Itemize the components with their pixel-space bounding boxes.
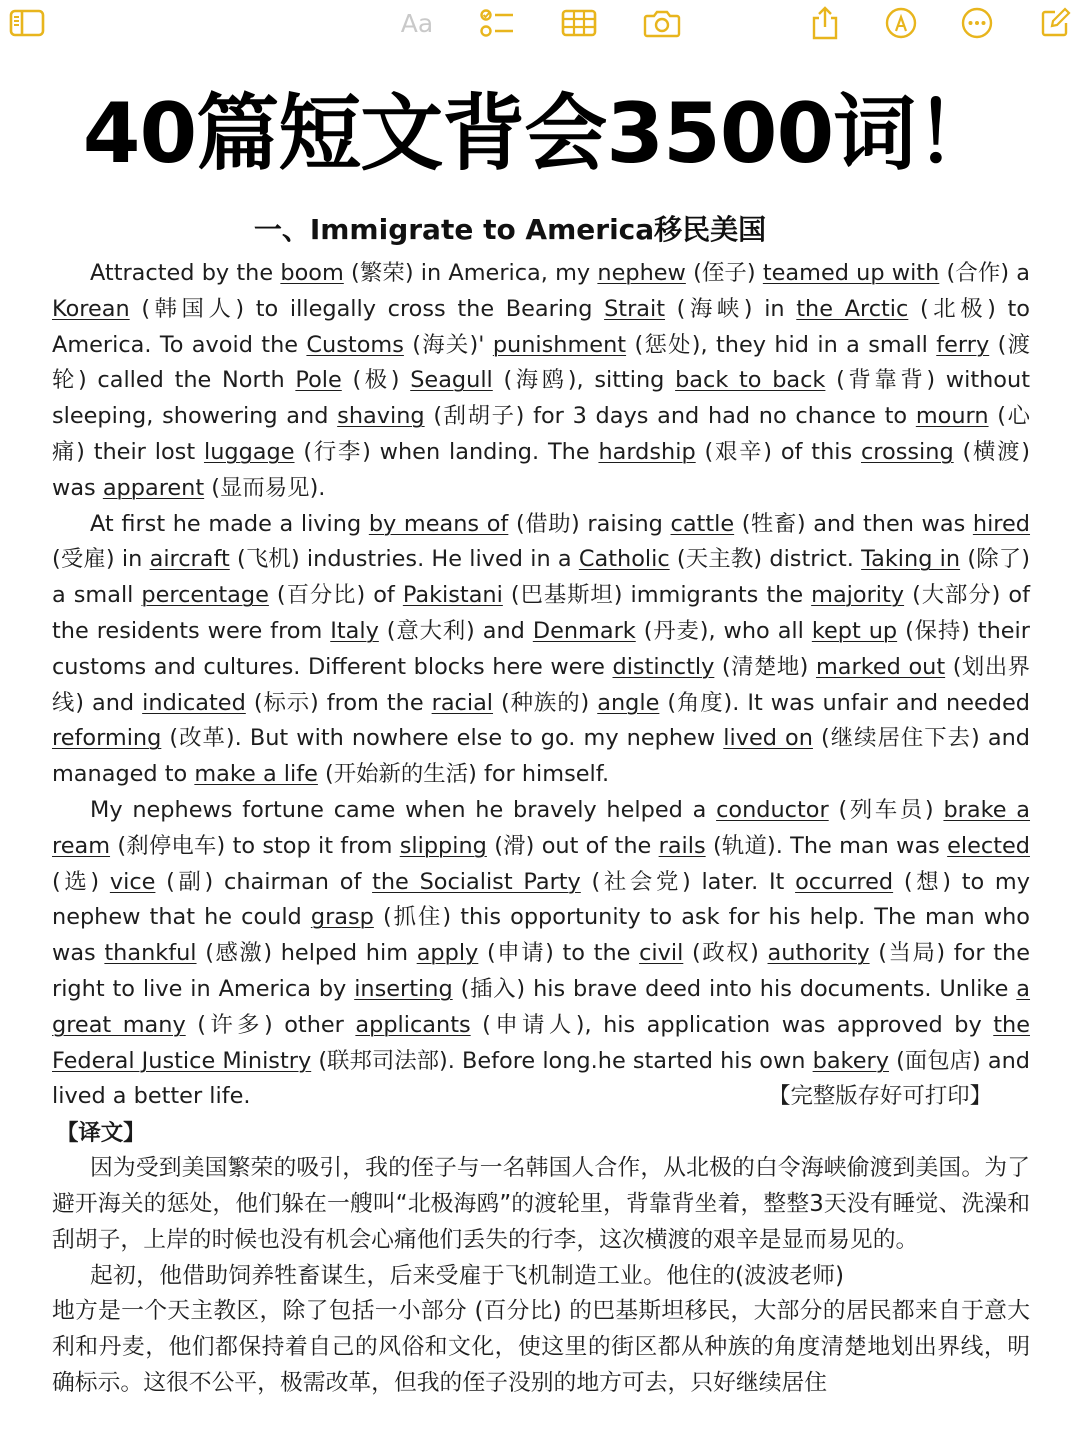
vocab-term: conductor (716, 796, 829, 823)
paragraph-text: (海关)' (403, 331, 493, 358)
notes-toolbar (0, 0, 1080, 48)
markup-button[interactable] (884, 6, 918, 40)
paragraph-text: (艰辛) of this (695, 438, 861, 465)
vocab-term: rails (658, 832, 706, 859)
paragraph-text: (申请) to the (478, 940, 640, 967)
english-paragraph-3 (52, 793, 1030, 1115)
vocab-term: authority (767, 940, 870, 967)
vocab-term: a great many (52, 975, 1031, 1038)
paragraph-text: (牲畜) and then was (734, 510, 973, 537)
teacher-credit: (波波老师) (735, 1262, 844, 1289)
paragraph-text: (丹麦), who all (635, 617, 812, 644)
paragraph-text: (感激) helped him (196, 940, 417, 967)
chinese-paragraph-2: 起初，他借助饲养牲畜谋生，后来受雇于飞机制造工业。他住的地方是一个天主教区，除了包括一小部分 (百分比) 的巴基斯坦移民，大部分的居民都来自于意大利和丹麦，他们都保持着自己的风俗和文化，使这里的街区都从种族的角度清楚地划出界线，明确标示。这很不公平，极需改革，但我的侄子没别的地方可去，只好继续居住 (52, 1262, 1030, 1396)
paragraph-text: (列车员) (828, 796, 944, 823)
paragraph-text: (除了) a small (52, 546, 1030, 609)
vocab-term: thankful (104, 940, 197, 967)
paragraph-text: (联邦司法部). Before long.he started his own (311, 1047, 813, 1074)
vocab-term: majority (811, 582, 905, 609)
vocab-term: hardship (598, 438, 696, 465)
vocab-term: luggage (203, 438, 295, 465)
paragraph-text: At first he made a living (90, 510, 369, 537)
vocab-term: angle (597, 689, 660, 716)
table-button[interactable] (560, 6, 598, 40)
paragraph-text: (行李) when landing. The (294, 438, 599, 465)
vocab-term: nephew (597, 260, 686, 286)
vocab-term: make a life (194, 761, 318, 788)
paragraph-text: Attracted by the (90, 260, 281, 286)
paragraph-text: (面包店) and lived a better life. (52, 1047, 1030, 1110)
compose-icon (1039, 7, 1071, 39)
english-paragraph-1 (52, 256, 1030, 507)
vocab-term: by means of (368, 510, 509, 537)
vocab-term: Seagull (410, 367, 493, 394)
vocab-term: ferry (936, 331, 990, 358)
paragraph-text: (侄子) (685, 260, 763, 286)
vocab-term: aircraft (149, 546, 230, 573)
share-button[interactable] (808, 6, 842, 40)
vocab-term: mourn (915, 403, 989, 430)
vocab-term: Pole (295, 367, 342, 394)
paragraph-text: (大部分) of the residents were from (52, 582, 1030, 644)
paragraph-text: (改革). But with nowhere else to go. my nephew (161, 725, 724, 752)
vocab-term: Customs (306, 331, 404, 358)
vocab-term: Denmark (532, 617, 636, 644)
format-button: Aa (400, 8, 434, 38)
paragraph-text: (北极) to America. To avoid the (52, 295, 1030, 358)
vocab-term: Strait (604, 295, 666, 322)
vocab-term: Korean (52, 295, 130, 322)
vocab-term: marked out (815, 653, 946, 680)
paragraph-text: (刹停电车) to stop it from (110, 832, 400, 859)
note-body[interactable] (52, 256, 1030, 1402)
paragraph-text: My nephews fortune came when he bravely helped a (90, 796, 717, 823)
vocab-term: distinctly (612, 653, 715, 680)
vocab-term: boom (280, 260, 344, 286)
paragraph-text: (标示) from the (245, 689, 432, 716)
paragraph-text: (繁荣) in America, my (343, 260, 598, 286)
paragraph-text: (极) (341, 367, 411, 394)
paragraph-text: (申请人), his application was approved by (470, 1011, 994, 1038)
paragraph-text: (选) (52, 868, 110, 895)
vocab-term: slipping (399, 832, 487, 859)
camera-icon (643, 8, 681, 38)
paragraph-text: (海鸥), sitting (492, 367, 676, 394)
vocab-term: inserting (354, 975, 453, 1002)
vocab-term: apparent (102, 474, 205, 501)
paragraph-text: (渡轮) called the North (52, 331, 1030, 394)
paragraph-text: (背靠背) without sleeping, showering and (52, 367, 1030, 430)
compose-button[interactable] (1038, 6, 1072, 40)
vocab-term: Pakistani (402, 582, 503, 609)
paragraph-text: (想) to my nephew that he could (52, 868, 1030, 931)
vocab-term: civil (639, 940, 684, 967)
vocab-term: grasp (310, 904, 374, 931)
paragraph-text: (继续居住下去) and managed to (52, 725, 1030, 788)
paragraph-text: (刮胡子) for 3 days and had no chance to (424, 403, 916, 430)
paragraph-text: (轨道). The man was (705, 832, 948, 859)
vocab-term: brake a ream (52, 796, 1031, 859)
vocab-term: vice (109, 868, 156, 895)
paragraph-text: (飞机) industries. He lived in a (229, 546, 579, 573)
paragraph-text: (政权) (683, 940, 768, 967)
vocab-term: the Arctic (796, 295, 909, 322)
vocab-term: back to back (675, 367, 826, 394)
paragraph-text: (心痛) their lost (52, 403, 1031, 465)
vocab-term: the Federal Justice Ministry (52, 1011, 1030, 1074)
paragraph-text: (清楚地) (714, 653, 816, 680)
vocab-term: racial (431, 689, 494, 716)
vocab-term: applicants (355, 1011, 471, 1038)
paragraph-text: (种族的) (493, 689, 598, 716)
paragraph-text: (保持) their customs and cultures. Different blocks here were (52, 617, 1030, 680)
vocab-term: reforming (52, 725, 162, 752)
vocab-term: lived on (723, 725, 813, 752)
paragraph-text: (开始新的生活) for himself. (317, 761, 610, 788)
sidebar-icon (9, 9, 45, 37)
section-heading: 一、Immigrate to America移民美国 (253, 213, 767, 246)
vocab-term: indicated (142, 689, 246, 716)
paragraph-text: (天主教) district. (669, 546, 862, 573)
page-title: 40篇短文背会3500词！ (82, 85, 998, 182)
paragraph-text: (受雇) in (52, 546, 150, 573)
paragraph-text: (惩处), they hid in a small (626, 331, 937, 358)
sidebar-button[interactable] (8, 6, 46, 40)
paragraph-text: (插入) his brave deed into his documents. Unlike (452, 975, 1017, 1002)
vocab-term: kept up (811, 617, 898, 644)
paragraph-text: (滑) out of the (486, 832, 659, 859)
checklist-icon (479, 7, 515, 39)
vocab-term: elected (947, 832, 1030, 859)
camera-button[interactable] (642, 6, 682, 40)
vocab-term: shaving (337, 403, 425, 430)
table-icon (561, 9, 597, 37)
vocab-term: Catholic (578, 546, 670, 573)
markup-icon (884, 6, 918, 40)
more-icon (960, 6, 994, 40)
vocab-term: Taking in (861, 546, 961, 573)
paragraph-text: (横渡) was (52, 438, 1030, 501)
paragraph-text: (副) chairman of (155, 868, 373, 895)
checklist-button[interactable] (478, 6, 516, 40)
more-button[interactable] (960, 6, 994, 40)
share-icon (810, 5, 840, 41)
vocab-term: crossing (861, 438, 954, 465)
vocab-term: punishment (492, 331, 627, 358)
paragraph-text: (当局) for the right to live in America by (52, 940, 1030, 1002)
paragraph-text: (划出界线) and (52, 653, 1030, 716)
paragraph-text: (意大利) and (378, 617, 533, 644)
chinese-paragraph-1 (52, 1151, 1030, 1289)
paragraph-text: (借助) raising (508, 510, 671, 537)
paragraph-text: (百分比) of (268, 582, 403, 609)
vocab-term: cattle (670, 510, 735, 537)
chinese-paragraph-1-text: 因为受到美国繁荣的吸引，我的侄子与一名韩国人合作，从北极的白令海峡偷渡到美国。为了避开海关的惩处，他们躲在一艘叫“北极海鸥”的渡轮里，背靠背坐着，整整3天没有睡觉、洗澡和刮胡子，上岸的时候也没有机会心痛他们丢失的行李，这次横渡的艰辛是显而易见的。 (52, 1155, 1030, 1253)
vocab-term: Italy (330, 617, 379, 644)
paragraph-text: (海峡) in (665, 295, 797, 322)
vocab-term: the Socialist Party (372, 868, 581, 895)
paragraph-text: (抓住) this opportunity to ask for his help. The man who was (52, 904, 1031, 967)
paragraph-text: (角度). It was unfair and needed (659, 689, 1030, 716)
translation-heading: 【译文】 (56, 1120, 146, 1147)
paragraph-text: (社会党) later. It (580, 868, 796, 895)
vocab-term: hired (972, 510, 1031, 537)
paragraph-text: (韩国人) to illegally cross the Bearing (129, 295, 605, 322)
english-paragraph-2 (52, 507, 1030, 793)
paragraph-text: (巴基斯坦) immigrants the (502, 582, 812, 609)
paragraph-text: (显而易见). (204, 474, 326, 501)
vocab-term: occurred (795, 868, 894, 895)
print-note: 【完整版存好可打印】 (768, 1083, 992, 1110)
paragraph-text: (合作) a (939, 260, 1030, 286)
vocab-term: apply (416, 940, 479, 967)
paragraph-text: (许多) other (185, 1011, 356, 1038)
vocab-term: bakery (812, 1047, 889, 1074)
vocab-term: percentage (141, 582, 269, 609)
vocab-term: teamed up with (762, 260, 940, 286)
